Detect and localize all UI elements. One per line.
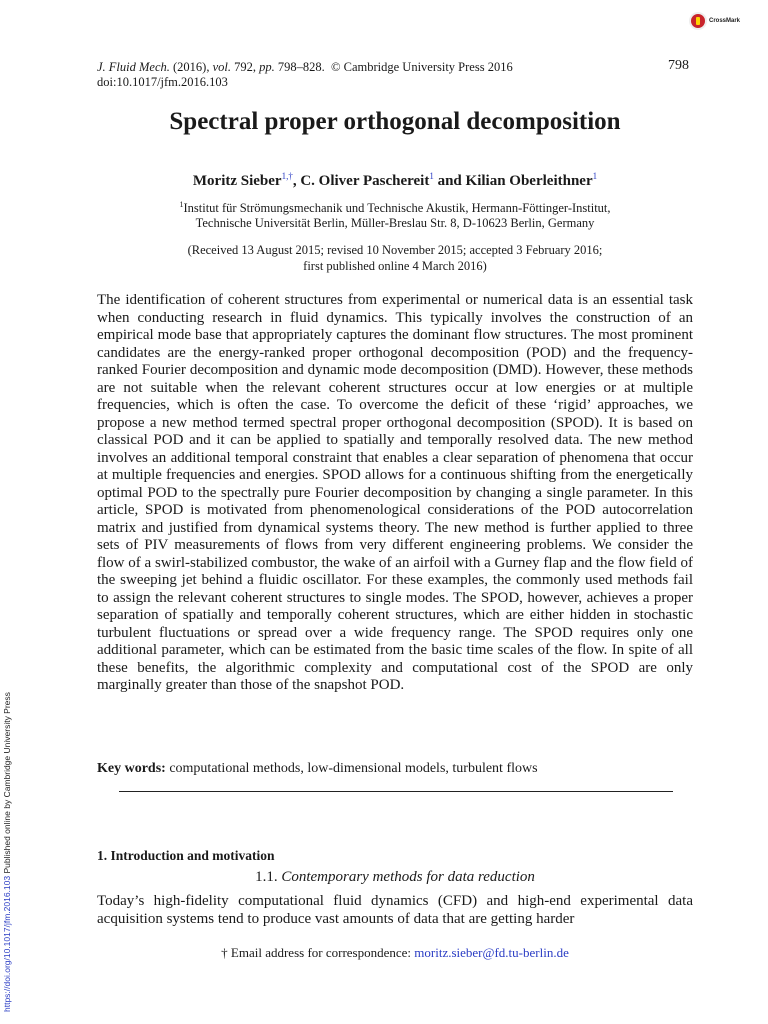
journal-pages: 798–828.	[277, 60, 325, 74]
subsection-title: Contemporary methods for data reduction	[281, 869, 535, 885]
received-line-1: (Received 13 August 2015; revised 10 November 2015; accepted 3 February 2016;	[187, 243, 603, 257]
author-1-affil-link[interactable]: 1,†	[281, 171, 293, 181]
author-1: Moritz Sieber	[192, 173, 282, 189]
affiliation-marker: 1	[179, 200, 184, 209]
author-2: , C. Oliver Paschereit	[292, 173, 430, 189]
keywords	[97, 761, 538, 777]
crossmark-label: CrossMark	[709, 18, 741, 24]
received-line-2: first published online 4 March 2016)	[303, 259, 487, 273]
author-3: and Kilian Oberleithner	[433, 173, 593, 189]
copyright: © Cambridge University Press 2016	[331, 60, 513, 74]
sidebar-doi-link[interactable]: https://doi.org/10.1017/jfm.2016.103	[2, 875, 12, 1012]
footnote-prefix: † Email address for correspondence:	[221, 945, 412, 960]
pp-label: pp.	[259, 60, 275, 74]
correspondence-footnote	[0, 945, 768, 961]
keywords-label: Key words:	[97, 761, 166, 776]
abstract-divider	[119, 791, 673, 792]
affiliation	[0, 197, 768, 231]
affiliation-line-1: Institut für Strömungsmechanik und Technische Akustik, Hermann-Föttinger-Institut,	[183, 201, 611, 216]
crossmark-badge[interactable]	[689, 11, 759, 31]
paper-title: Spectral proper orthogonal decomposition	[169, 108, 621, 135]
section-heading: 1. Introduction and motivation	[97, 848, 275, 863]
page-number: 798	[668, 58, 689, 73]
author-2-affil-link[interactable]: 1	[429, 171, 434, 181]
journal-citation	[97, 60, 513, 90]
received-dates	[0, 242, 768, 274]
affiliation-line-2: Technische Universität Berlin, Müller-Breslau Str. 8, D-10623 Berlin, Germany	[195, 216, 595, 231]
doi: doi:10.1017/jfm.2016.103	[97, 75, 228, 89]
vol-label: vol.	[212, 60, 231, 74]
journal-year: (2016),	[173, 60, 210, 74]
body-paragraph: Today’s high-fidelity computational fluid dynamics (CFD) and high-end experimental data acquisition systems tend to produce vast amounts of data that are getting harder	[97, 893, 693, 927]
sidebar-doi-note	[2, 692, 12, 1012]
authors	[0, 171, 768, 190]
abstract: The identification of coherent structures from experimental or numerical data is an essential task when conducting research in fluid dynamics. This typically involves the construction of an empirical mode base that appropriately captures the dominant flow structures. The most prominent candidates are the energy-ranked proper orthogonal decomposition (POD) and the frequency-ranked Fourier decomposition and dynamic mode decomposition (DMD). However, these methods are not suitable when the relevant coherent structures occur at low energies or at multiple frequencies, which is often the case. To overcome the deficit of these ‘rigid’ approaches, we propose a new method termed spectral proper orthogonal decomposition (SPOD). It is based on classical POD and it can be applied to spatially and temporally resolved data. The new method involves an additional temporal constraint that enables a clear separation of phenomena that occur at multiple frequencies and energies. SPOD allows for a continuous shifting from the energetically optimal POD to the spectrally pure Fourier decomposition by changing a single parameter. In this article, SPOD is motivated from phenomenological considerations of the POD autocorrelation matrix and justified from dynamical systems theory. The new method is further applied to three sets of PIV measurements of flows from very different engineering problems. We consider the flow of a swirl-stabilized combustor, the wake of an airfoil with a Gurney flap and the flow field of the sweeping jet behind a fluidic oscillator. For these examples, the commonly used methods fail to assign the relevant coherent structures to single modes. The SPOD, however, achieves a proper separation of spatially and temporally coherent structures, which are either hidden in stochastic turbulent fluctuations or spread over a wide frequency range. The SPOD requires only one additional parameter, which can be estimated from the basic time scales of the flow. In spite of all these benefits, the algorithmic complexity and computational cost of the SPOD are only marginally greater than those of the snapshot POD.	[97, 292, 693, 693]
author-3-affil-link[interactable]: 1	[592, 171, 598, 181]
keywords-text: computational methods, low-dimensional models, turbulent flows	[169, 761, 538, 776]
journal-volume: 792,	[234, 60, 256, 74]
subsection-number: 1.1.	[255, 869, 278, 885]
journal-name: J. Fluid Mech.	[97, 60, 170, 74]
subsection-heading	[0, 869, 768, 886]
sidebar-publisher-text: Published online by Cambridge University Press	[2, 692, 12, 874]
crossmark-icon	[689, 12, 707, 30]
email-link[interactable]: moritz.sieber@fd.tu-berlin.de	[414, 945, 569, 960]
